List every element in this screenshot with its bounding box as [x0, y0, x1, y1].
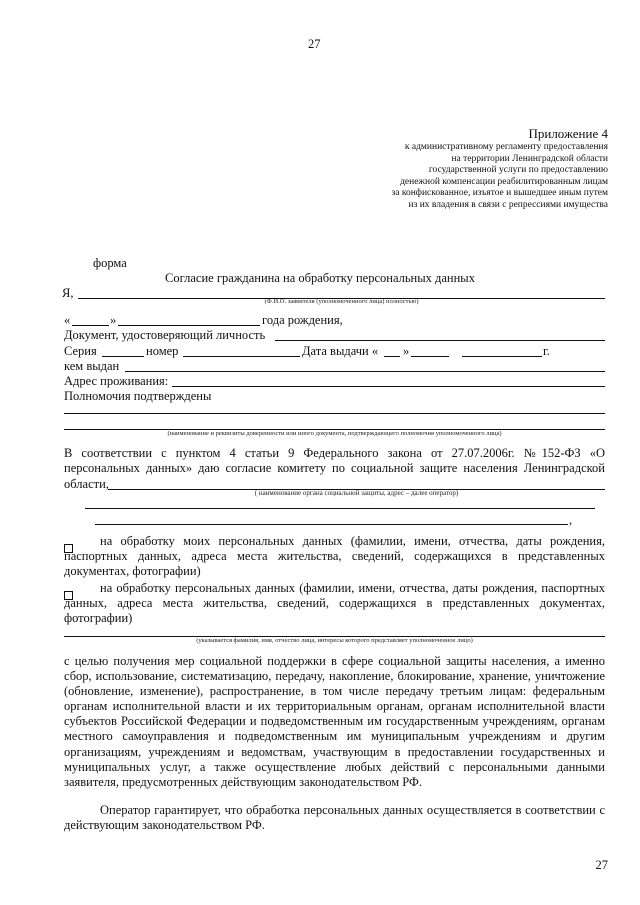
appendix-block: [391, 126, 608, 212]
appendix-line: из их владения в связи с репрессиями имущества: [408, 199, 608, 210]
appendix-line: государственной услуги по предоставлению: [428, 165, 608, 176]
form-label: форма: [93, 256, 127, 270]
represented-caption: (указывается фамилия, имя, отчество лица, интересы которого представляет уполномоченное лицо): [196, 637, 473, 644]
operator-field-2[interactable]: [85, 508, 595, 509]
form-title: Согласие гражданина на обработку персональных данных: [165, 271, 475, 285]
birth-month-year-field[interactable]: [118, 325, 260, 326]
address-field[interactable]: [172, 386, 605, 387]
header-page-number: 27: [308, 37, 321, 51]
appendix-title: Приложение 4: [528, 126, 608, 141]
fio-caption: (Ф.И.О. заявителя (уполномоченного лица) полностью): [264, 298, 419, 305]
authority-caption: (наименование и реквизиты доверенности или иного документа, подтверждающего полномочия уполномоченного лица): [167, 430, 502, 437]
issued-by-field[interactable]: [125, 371, 605, 372]
consent-paragraph: В соответствии с пунктом 4 статьи 9 Федерального закона от 27.07.2006г. №152-ФЗ «О персональных данных» даю согласие комитету по социальной защите населения Ленинградской: [64, 446, 605, 476]
issue-month-field[interactable]: [411, 356, 449, 357]
number-label: номер: [146, 344, 179, 358]
appendix-line: за конфискованное, изъятое и вышедшее иным путем: [391, 188, 608, 199]
issue-day-field[interactable]: [384, 356, 400, 357]
birth-quote-open: «: [64, 313, 71, 327]
authority-label: Полномочия подтверждены: [64, 389, 212, 403]
operator-field-3[interactable]: [95, 524, 568, 525]
year-suffix: г.: [543, 344, 550, 358]
purpose-paragraph: с целью получения мер социальной поддержки в сфере социальной защиты населения, а именно сбор, использование, систематизацию, передачу, накопление, блокирование, хранение, уничтожение (обновление, изменение), распространение, в том числе передачу третьим лицам: федеральным органам исполнительной власти и их территориальным органам, органам исполнительной власти субъектов Российской Федерации и подведомственным им государственным учреждениям, органам местного самоуправления и подведомственным им муниципальным учреждениям и другим организациям, учреждениям и ведомствам, участвующим в предоставлении государственных и муниципальных услуг, а также осуществление любых действий с персональными данными заявителя, предусмотренных действующим законодательством РФ.: [64, 654, 605, 789]
comma: ,: [569, 513, 573, 527]
document-field[interactable]: [275, 340, 605, 341]
authority-field-1[interactable]: [64, 413, 605, 414]
issue-quote-close: »: [403, 344, 410, 358]
operator-caption: ( наименование органа социальной защиты, адрес – далее оператор): [254, 489, 459, 497]
issue-date-label: Дата выдачи «: [302, 344, 379, 358]
footer-page-number: 27: [595, 858, 608, 872]
ya-label: Я,: [62, 286, 74, 300]
guarantee-paragraph: Оператор гарантирует, что обработка персональных данных осуществляется в соответствии с действующим законодательством РФ.: [64, 803, 605, 833]
series-label: Серия: [64, 344, 97, 358]
document-label: Документ, удостоверяющий личность: [64, 328, 266, 342]
series-field[interactable]: [102, 356, 144, 357]
birth-label: года рождения,: [262, 313, 343, 327]
appendix-line: на территории Ленинградской области: [451, 153, 608, 164]
address-label: Адрес проживания:: [64, 374, 169, 388]
appendix-line: к административному регламенту предоставления: [404, 142, 608, 152]
option1-text: на обработку моих персональных данных (фамилии, имени, отчества, даты рождения, паспортных данных, адреса места жительства, сведений, содержащихся в представленных документах, фотографии): [64, 534, 605, 579]
birth-day-field[interactable]: [72, 325, 109, 326]
issued-by-label: кем выдан: [64, 359, 120, 373]
number-field[interactable]: [183, 356, 300, 357]
issue-year-field[interactable]: [462, 356, 542, 357]
appendix-line: денежной компенсации реабилитированным лицам: [400, 176, 608, 187]
oblast-label: области,: [64, 477, 109, 491]
birth-quote-close: »: [110, 313, 117, 327]
option2-text: на обработку персональных данных (фамилии, имени, отчества, даты рождения, паспортных данных, адреса места жительства, сведений, содержащихся в представленных документах, фотографии): [64, 581, 605, 626]
